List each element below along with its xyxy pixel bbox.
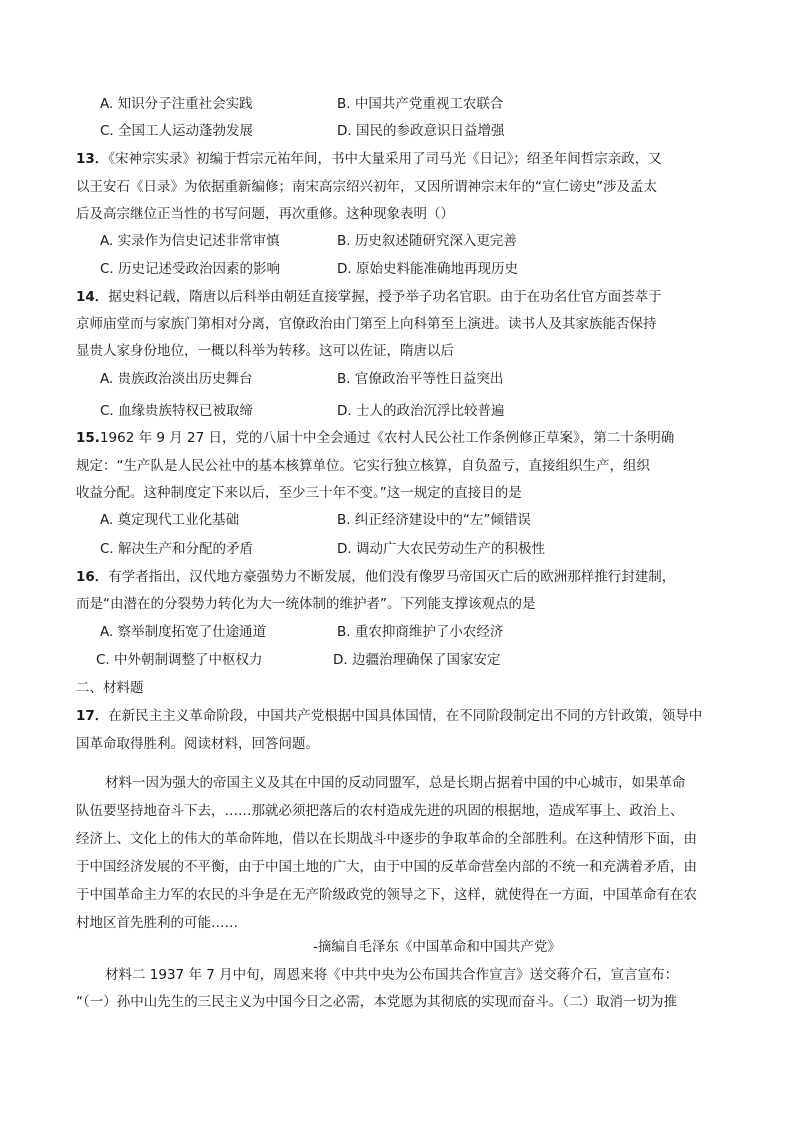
material2-line-1: 材料二 1937 年 7 月中旬，周恩来将《中共中央为公布国共合作宣言》送交蒋介石，宣言宣布：: [105, 967, 679, 983]
q12-option-a: A. 知识分子注重社会实践: [100, 96, 253, 112]
q16-line-2: 而是“由潜在的分裂势力转化为大一统体制的维护者”。下列能支撑该观点的是: [76, 596, 536, 612]
q13-line-2: 以王安石《日录》为依据重新编修；南宋高宗绍兴初年，又因所谓神宗末年的“宣仁谤史”涉及孟太: [76, 179, 657, 195]
material1-line-6: 村地区首先胜利的可能……: [76, 915, 238, 931]
q13-option-d: D. 原始史料能准确地再现历史: [337, 261, 518, 277]
material1-line-2: 队伍要坚持地奋斗下去，……那就必须把落后的农村造成先进的巩固的根据地，造成军事上、政治上、: [76, 803, 684, 819]
q14-number: 14．: [76, 289, 109, 305]
q14-option-d: D. 士人的政治沉浮比较普遍: [337, 403, 505, 419]
material1-line-4: 于中国经济发展的不平衡，由于中国土地的广大，由于中国的反革命营垒内部的不统一和充满着矛盾，由: [76, 859, 697, 875]
q17-number: 17．: [76, 708, 109, 724]
q14-option-b: B. 官僚政治平等性日益突出: [337, 371, 504, 387]
q15-option-b: B. 纠正经济建设中的“左”倾错误: [337, 512, 531, 528]
material1-line-3: 经济上、文化上的伟大的革命阵地，借以在长期战斗中逐步的争取革命的全部胜利。在这种情形下面，由: [76, 831, 697, 847]
q16-option-d: D. 边疆治理确保了国家安定: [333, 652, 501, 668]
q13-line-3: 后及高宗继位正当性的书写问题，再次重修。这种现象表明（）: [76, 206, 454, 222]
q16-line-1: [76, 567, 675, 587]
section-heading: 二、材料题: [76, 680, 144, 696]
q16-option-c: C. 中外朝制调整了中枢权力: [96, 652, 263, 668]
q13-option-a: A. 实录作为信史记述非常审慎: [100, 233, 280, 249]
q16-option-a: A. 察举制度拓宽了仕途通道: [100, 624, 267, 640]
q17-line-1: [76, 706, 702, 726]
material1-line-1: 材料一因为强大的帝国主义及其在中国的反动同盟军，总是长期占据着中国的中心城市，如果革命: [105, 775, 686, 791]
material1-source: -摘编自毛泽东《中国革命和中国共产党》: [313, 939, 561, 955]
q13-number: 13．: [76, 151, 109, 167]
q15-line-3: 收益分配。这种制度定下来以后，至少三十年不变。”这一规定的直接目的是: [76, 485, 522, 501]
q15-line-2: 规定：“生产队是人民公社中的基本核算单位。它实行独立核算，自负盈亏，直接组织生产，组织: [76, 458, 650, 474]
q14-line-3: 显贵人家身份地位，一概以科举为转移。这可以佐证，隋唐以后: [76, 343, 454, 359]
q13-option-c: C. 历史记述受政治因素的影响: [100, 261, 281, 277]
q15-option-c: C. 解决生产和分配的矛盾: [100, 541, 254, 557]
q12-option-c: C. 全国工人运动蓬勃发展: [100, 123, 254, 139]
q14-line-2: 京师庙堂而与家族门第相对分离，官僚政治由门第至上向科第至上演进。读书人及其家族能否保持: [76, 316, 657, 332]
q15-number: 15.: [76, 430, 100, 446]
q14-option-a: A. 贵族政治淡出历史舞台: [100, 371, 253, 387]
q16-number: 16．: [76, 569, 109, 585]
q14-text-1: 据史料记载，隋唐以后科举由朝廷直接掌握，授予举子功名官职。由于在功名仕官方面荟萃于: [108, 289, 662, 305]
q15-option-d: D. 调动广大农民劳动生产的积极性: [337, 541, 545, 557]
q13-line-1: [76, 149, 662, 169]
material2-line-2: “（一）孙中山先生的三民主义为中国今日之必需，本党愿为其彻底的实现而奋斗。（二）取消一切为推: [76, 994, 677, 1010]
q13-text-1: 《宋神宗实录》初编于哲宗元祐年间，书中大量采用了司马光《日记》；绍圣年间哲宗亲政，又: [108, 151, 662, 167]
q12-option-b: B. 中国共产党重视工农联合: [337, 96, 504, 112]
q15-line-1: [76, 428, 674, 448]
q15-option-a: A. 奠定现代工业化基础: [100, 512, 240, 528]
q14-option-c: C. 血缘贵族特权已被取缔: [100, 403, 254, 419]
q17-line-2: 国革命取得胜利。阅读材料，回答问题。: [76, 736, 319, 752]
q12-option-d: D. 国民的参政意识日益增强: [337, 123, 505, 139]
q17-text-1: 在新民主主义革命阶段，中国共产党根据中国具体国情，在不同阶段制定出不同的方针政策，领导中: [108, 708, 703, 724]
q15-text-1: 1962 年 9 月 27 日，党的八届十中全会通过《农村人民公社工作条例修正草案》，第二十条明确: [99, 430, 675, 446]
material1-line-5: 于中国革命主力军的农民的斗争是在无产阶级政党的领导之下，这样，就使得在一方面，中国革命有在农: [76, 887, 697, 903]
q13-option-b: B. 历史叙述随研究深入更完善: [337, 233, 517, 249]
q16-text-1: 有学者指出，汉代地方豪强势力不断发展，他们没有像罗马帝国灭亡后的欧洲那样推行封建制，: [108, 569, 676, 585]
q14-line-1: [76, 287, 662, 307]
q16-option-b: B. 重农抑商维护了小农经济: [337, 624, 504, 640]
